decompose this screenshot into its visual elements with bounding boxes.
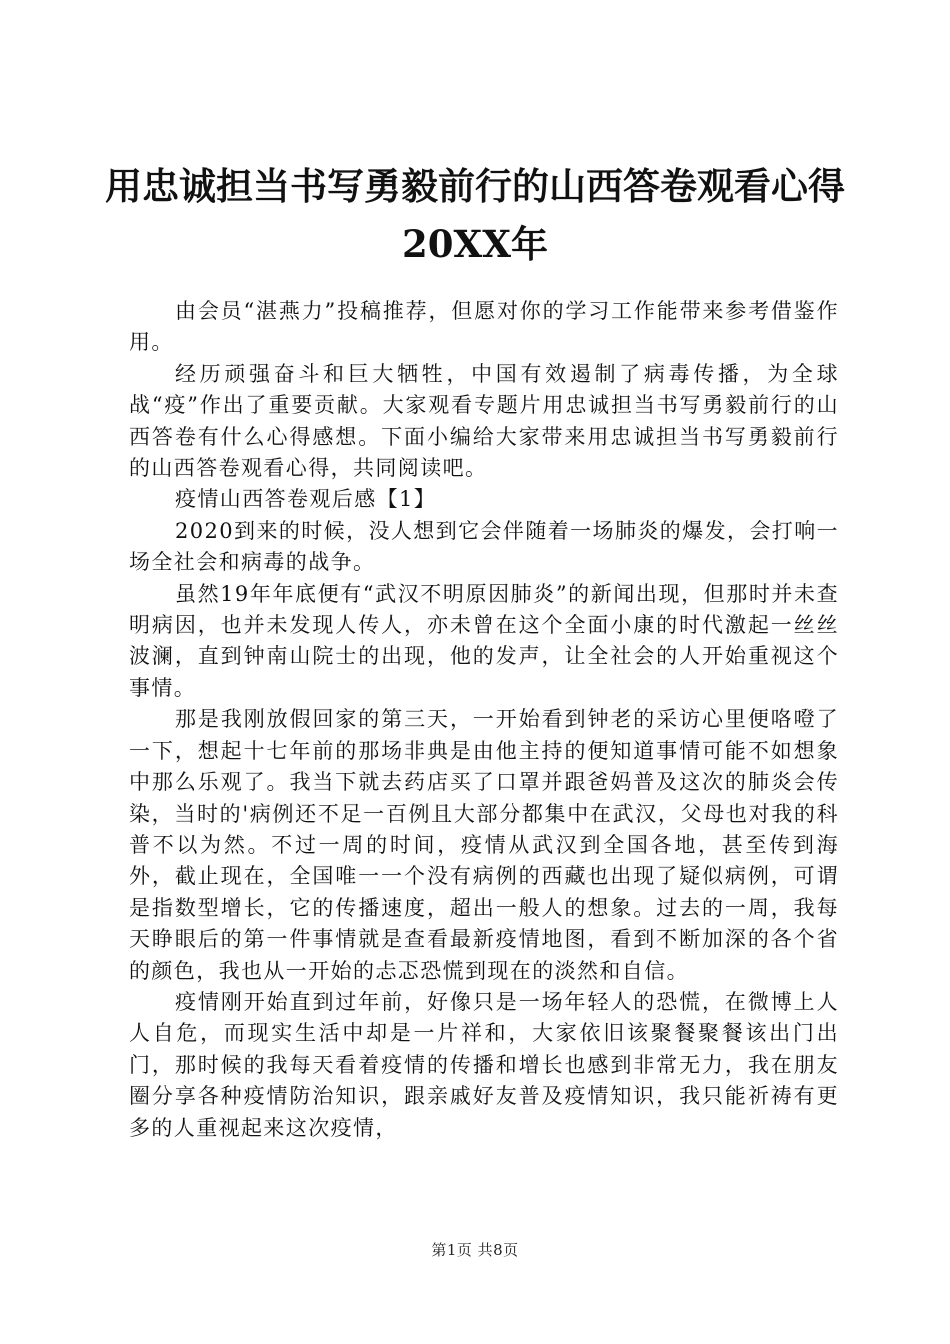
- paragraph-background: 经历顽强奋斗和巨大牺牲，中国有效遏制了病毒传播，为全球战“疫”作出了重要贡献。大家观看专题片用忠诚担当书写勇毅前行的山西答卷有什么心得感想。下面小编给大家带来用忠诚担当书写勇毅前行的山西答卷观看心得，共同阅读吧。: [129, 361, 839, 481]
- document-title-line-2: 20XX年: [402, 222, 548, 266]
- section-heading: 疫情山西答卷观后感【1】: [175, 487, 437, 512]
- page-number-footer: 第1页 共8页: [431, 1241, 519, 1259]
- document-title-line-1: 用忠诚担当书写勇毅前行的山西答卷观看心得: [105, 164, 845, 208]
- paragraph: 疫情刚开始直到过年前，好像只是一场年轻人的恐慌，在微博上人人自危，而现实生活中却是一片祥和，大家依旧该聚餐聚餐该出门出门，那时候的我每天看着疫情的传播和增长也感到非常无力，我在朋友圈分享各种疫情防治知识，跟亲戚好友普及疫情知识，我只能祈祷有更多的人重视起来这次疫情，: [129, 989, 839, 1140]
- paragraph: 2020到来的时候，没人想到它会伴随着一场肺炎的爆发，会打响一场全社会和病毒的战争。: [129, 518, 839, 575]
- paragraph: 那是我刚放假回家的第三天，一开始看到钟老的采访心里便咯噔了一下，想起十七年前的那场非典是由他主持的便知道事情可能不如想象中那么乐观了。我当下就去药店买了口罩并跟爸妈普及这次的肺炎会传染，当时的'病例还不足一百例且大部分都集中在武汉，父母也对我的科普不以为然。不过一周的时间，疫情从武汉到全国各地，甚至传到海外，截止现在，全国唯一一个没有病例的西藏也出现了疑似病例，可谓是指数型增长，它的传播速度，超出一般人的想象。过去的一周，我每天睁眼后的第一件事情就是查看最新疫情地图，看到不断加深的各个省的颜色，我也从一开始的忐忑恐慌到现在的淡然和自信。: [129, 707, 839, 983]
- paragraph: 虽然19年年底便有“武汉不明原因肺炎”的新闻出现，但那时并未查明病因，也并未发现人传人，亦未曾在这个全面小康的时代激起一丝丝波澜，直到钟南山院士的出现，他的发声，让全社会的人开始重视这个事情。: [129, 581, 839, 700]
- document-body: [129, 296, 839, 1144]
- paragraph-intro: 由会员“湛燕力”投稿推荐，但愿对你的学习工作能带来参考借鉴作用。: [129, 299, 839, 355]
